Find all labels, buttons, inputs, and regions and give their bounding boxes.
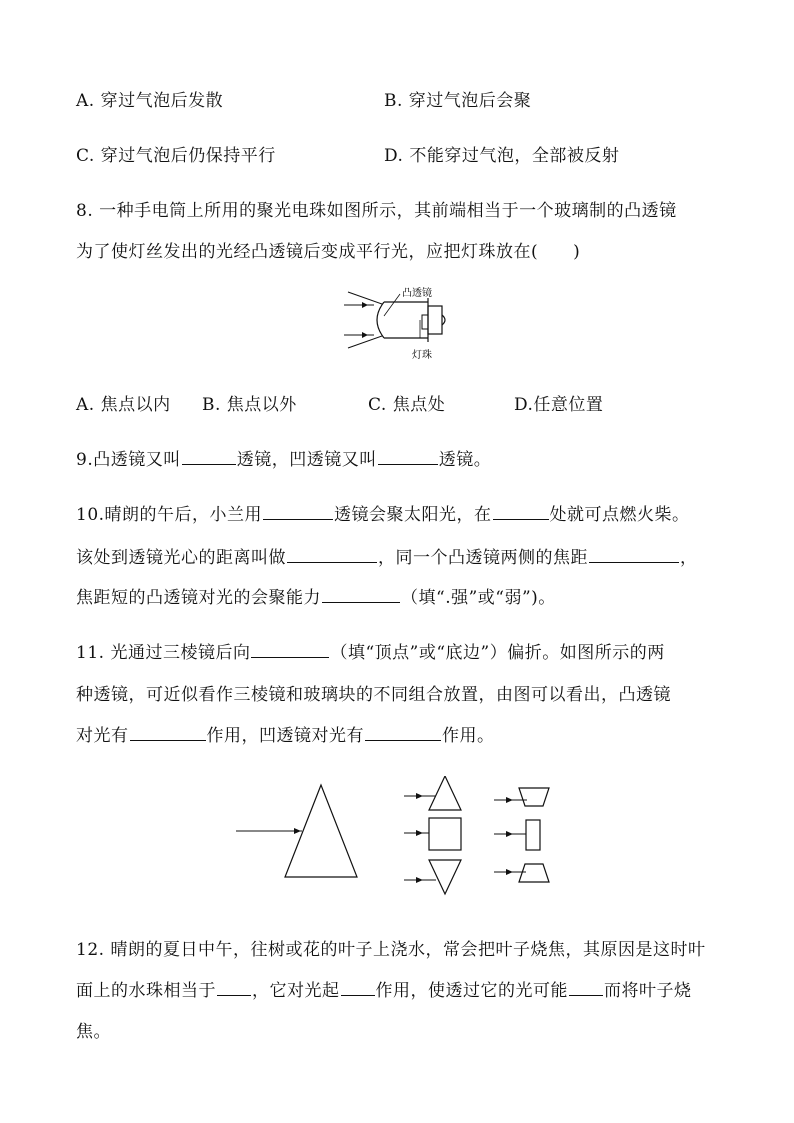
q10-blank-3[interactable]	[287, 544, 377, 563]
q11-blank-3[interactable]	[365, 722, 441, 741]
q8-option-b: B. 焦点以外	[202, 395, 297, 415]
q10-l2c: ，	[680, 548, 698, 568]
q10-line1	[76, 500, 690, 525]
q10-blank-1[interactable]	[263, 501, 333, 520]
q9-part3: 透镜。	[438, 450, 492, 470]
q12-line1: 12. 晴朗的夏日中午，往树或花的叶子上浇水，常会把叶子烧焦，其原因是这时叶	[76, 940, 706, 960]
large-prism	[236, 785, 357, 877]
lens-label: 凸透镜	[402, 288, 432, 299]
concave-lens-model	[494, 788, 549, 882]
q11-l3a: 对光有	[76, 726, 129, 746]
q11-blank-1[interactable]	[251, 639, 329, 658]
q12-blank-3[interactable]	[569, 977, 603, 996]
q10-line3	[76, 583, 556, 608]
q8-text-line1: 8. 一种手电筒上所用的聚光电珠如图所示，其前端相当于一个玻璃制的凸透镜	[76, 201, 677, 221]
q12-l2c: 作用，使透过它的光可能	[375, 981, 568, 1001]
q11-line3	[76, 721, 495, 746]
q12-blank-2[interactable]	[341, 977, 375, 996]
q10-l3b: （填“.强”或“弱”)。	[401, 588, 556, 608]
q10-blank-4[interactable]	[589, 544, 679, 563]
q10-l1a: 10.晴朗的午后，小兰用	[76, 505, 263, 525]
q12-line2	[76, 976, 692, 1001]
q11-l1b: （填“顶点”或“底边”）偏折。如图所示的两	[330, 643, 665, 663]
q11-blank-2[interactable]	[130, 722, 206, 741]
q12-l2d: 而将叶子烧	[604, 981, 692, 1001]
q8-option-c: C. 焦点处	[368, 395, 446, 415]
q11-l3c: 作用。	[442, 726, 495, 746]
q10-blank-2[interactable]	[493, 501, 549, 520]
q12-l2b: ，它对光起	[252, 981, 340, 1001]
q9-text	[76, 445, 491, 470]
q11-line2: 种透镜，可近似看作三棱镜和玻璃块的不同组合放置，由图可以看出，凸透镜	[76, 685, 671, 705]
q8-text-line2: 为了使灯丝发出的光经凸透镜后变成平行光，应把灯珠放在( )	[76, 242, 581, 262]
q10-line2	[76, 543, 698, 568]
q7-option-a: A. 穿过气泡后发散	[76, 91, 224, 111]
q9-part2: 透镜，凹透镜又叫	[236, 450, 377, 470]
q8-option-d: D.任意位置	[514, 395, 604, 415]
q12-l2a: 面上的水珠相当于	[76, 981, 216, 1001]
q7-option-d: D. 不能穿过气泡，全部被反射	[384, 146, 620, 166]
q12-line3: 焦。	[76, 1022, 111, 1042]
flashlight-bulb-figure	[340, 282, 460, 362]
prism-lens-figure	[230, 776, 570, 904]
q10-l2a: 该处到透镜光心的距离叫做	[76, 548, 286, 568]
q12-blank-1[interactable]	[217, 977, 251, 996]
q10-l1b: 透镜会聚太阳光，在	[334, 505, 492, 525]
q10-l2b: ，同一个凸透镜两侧的焦距	[378, 548, 588, 568]
q7-option-c: C. 穿过气泡后仍保持平行	[76, 146, 276, 166]
q10-l3a: 焦距短的凸透镜对光的会聚能力	[76, 588, 321, 608]
q8-option-a: A. 焦点以内	[76, 395, 171, 415]
q10-l1c: 处就可点燃火柴。	[549, 505, 690, 525]
convex-lens-model	[404, 776, 461, 894]
q9-part1: 9.凸透镜又叫	[76, 450, 181, 470]
q11-l3b: 作用，凹透镜对光有	[206, 726, 364, 746]
q11-line1	[76, 638, 665, 663]
q9-blank-1[interactable]	[182, 446, 236, 465]
q10-blank-5[interactable]	[322, 584, 400, 603]
q11-l1a: 11. 光通过三棱镜后向	[76, 643, 251, 663]
q7-option-b: B. 穿过气泡后会聚	[384, 91, 532, 111]
q9-blank-2[interactable]	[378, 446, 438, 465]
bulb-label: 灯珠	[412, 350, 432, 361]
